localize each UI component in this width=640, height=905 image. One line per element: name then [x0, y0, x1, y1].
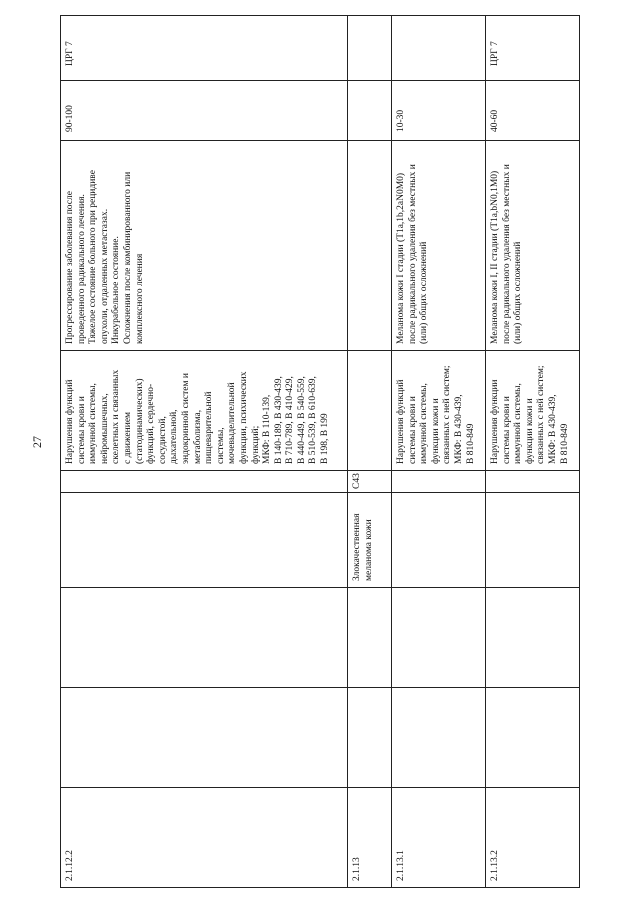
clinical-cell: [61, 141, 348, 351]
violation-line: иммунной системы,: [513, 383, 524, 464]
code-cell: [392, 788, 486, 888]
violation-line: сосудистой,: [157, 416, 168, 464]
nosology-cell: [392, 493, 486, 588]
icd-cell: [486, 471, 580, 493]
empty-cell: [348, 688, 392, 788]
violation-line: функции, психических: [238, 371, 249, 464]
violation-line: B 198, B 199: [320, 413, 331, 464]
violation-line: пищеварительной: [204, 391, 215, 464]
empty-cell: [486, 588, 580, 688]
empty-cell: [486, 688, 580, 788]
note-cell: [348, 16, 392, 81]
icd-cell: [61, 471, 348, 493]
nosology-cell: [348, 493, 392, 588]
clinical-cell: [486, 141, 580, 351]
note-value: ЦРГ 7: [490, 41, 501, 66]
violation-line: мочевыделительной: [227, 382, 238, 464]
table-row: [348, 16, 392, 888]
violation-line: МКФ: B 110-139,: [262, 394, 273, 464]
table-row: [61, 16, 348, 888]
violation-line: иммунной системы,: [88, 383, 99, 464]
percent-cell: [61, 81, 348, 141]
clinical-line: Меланома кожи I стадии (T1a,1b,2aN0M0): [396, 172, 407, 344]
note-cell: [392, 16, 486, 81]
empty-cell: [348, 588, 392, 688]
violation-line: B 140-189, B 430-439,: [273, 376, 284, 464]
violation-line: системы крови и: [501, 396, 512, 464]
clinical-line: опухоли, отдаленных метастазах.: [99, 208, 110, 344]
clinical-cell: [348, 141, 392, 351]
page-number: 27: [30, 436, 44, 448]
violation-line: функций, сердечно-: [146, 383, 157, 464]
violation-line: функции кожи и: [524, 398, 535, 464]
clinical-line: Прогрессирование заболевания после: [65, 191, 75, 344]
disability-criteria-table: [60, 16, 580, 888]
empty-cell: [61, 688, 348, 788]
clinical-line: после радикального удаления без местных и: [501, 164, 512, 344]
violation-line: B 510-539, B 610-639,: [308, 376, 319, 464]
note-value: ЦРГ 7: [65, 41, 75, 66]
violations-cell: [348, 351, 392, 471]
violation-line: скелетных и связанных: [111, 369, 122, 464]
nosology-cell: [61, 493, 348, 588]
percent-cell: [486, 81, 580, 141]
violations-cell: [486, 351, 580, 471]
clinical-line: Меланома кожи I, II стадии (T1a,bN0,1M0): [490, 170, 501, 344]
code-cell: [348, 788, 392, 888]
violation-line: B 440-449, B 540-559,: [296, 376, 307, 464]
violation-line: функции кожи и: [430, 398, 441, 464]
violation-line: метаболизма,: [192, 409, 203, 464]
violation-line: эндокринной систем и: [180, 373, 191, 464]
violation-line: системы крови и: [407, 396, 418, 464]
criteria-table: [60, 15, 580, 888]
violation-line: B 710-789, B 410-429,: [285, 376, 296, 464]
clinical-line: проведенного радикального лечения.: [76, 194, 87, 344]
violations-cell: [61, 351, 348, 471]
violation-line: связанных с ней систем;: [442, 365, 453, 464]
violation-line: системы,: [215, 427, 226, 464]
clinical-line: (или) общих осложнений: [513, 241, 524, 344]
percent-value: 40-60: [490, 109, 501, 132]
empty-cell: [61, 588, 348, 688]
icd-cell: [348, 471, 392, 493]
table-row: [486, 16, 580, 888]
icd-cell: [392, 471, 486, 493]
violation-line: Нарушения функции: [490, 379, 501, 464]
note-cell: [61, 16, 348, 81]
empty-cell: [392, 688, 486, 788]
violation-line: нейромышечных,: [99, 393, 110, 464]
clinical-line: (или) общих осложнений: [419, 241, 430, 344]
violations-cell: [392, 351, 486, 471]
violation-line: Нарушения функций: [396, 379, 407, 464]
violation-line: дыхательной,: [169, 409, 180, 464]
row-code: 2.1.12.2: [65, 850, 75, 881]
violation-line: иммунной системы,: [419, 383, 430, 464]
violation-line: системы крови и: [76, 396, 87, 464]
violation-line: функций;: [250, 425, 261, 464]
violation-line: с движением: [122, 411, 133, 464]
nosology-cell: [486, 493, 580, 588]
note-cell: [486, 16, 580, 81]
percent-value: 10-30: [396, 109, 407, 132]
code-cell: [486, 788, 580, 888]
percent-cell: [348, 81, 392, 141]
clinical-cell: [392, 141, 486, 351]
row-code: 2.1.13: [352, 857, 363, 881]
violation-line: (статодинамических): [134, 378, 145, 464]
violation-line: МКФ: B 430-439,: [454, 394, 465, 464]
row-code: 2.1.13.1: [396, 850, 407, 881]
percent-cell: [392, 81, 486, 141]
percent-value: 90-100: [65, 105, 75, 132]
icd-code: C43: [352, 473, 363, 489]
violation-line: Нарушения функций: [65, 379, 75, 464]
clinical-line: комплексного лечения: [134, 253, 145, 344]
empty-cell: [392, 588, 486, 688]
table-row: [392, 16, 486, 888]
code-cell: [61, 788, 348, 888]
violation-line: B 810-849: [559, 423, 570, 464]
clinical-line: Осложнения после комбинированного или: [122, 171, 133, 344]
violation-line: связанных с ней систем;: [536, 365, 547, 464]
clinical-line: Тяжелое состояние больного при рецидиве: [88, 170, 99, 344]
violation-line: МКФ: B 430-439,: [547, 394, 558, 464]
clinical-line: Инкурабельное состояние.: [111, 236, 122, 344]
row-code: 2.1.13.2: [490, 850, 501, 881]
clinical-line: после радикального удаления без местных и: [407, 164, 418, 344]
violation-line: B 810-849: [465, 423, 476, 464]
nosology-name: Злокачественная меланома кожи: [352, 513, 374, 581]
